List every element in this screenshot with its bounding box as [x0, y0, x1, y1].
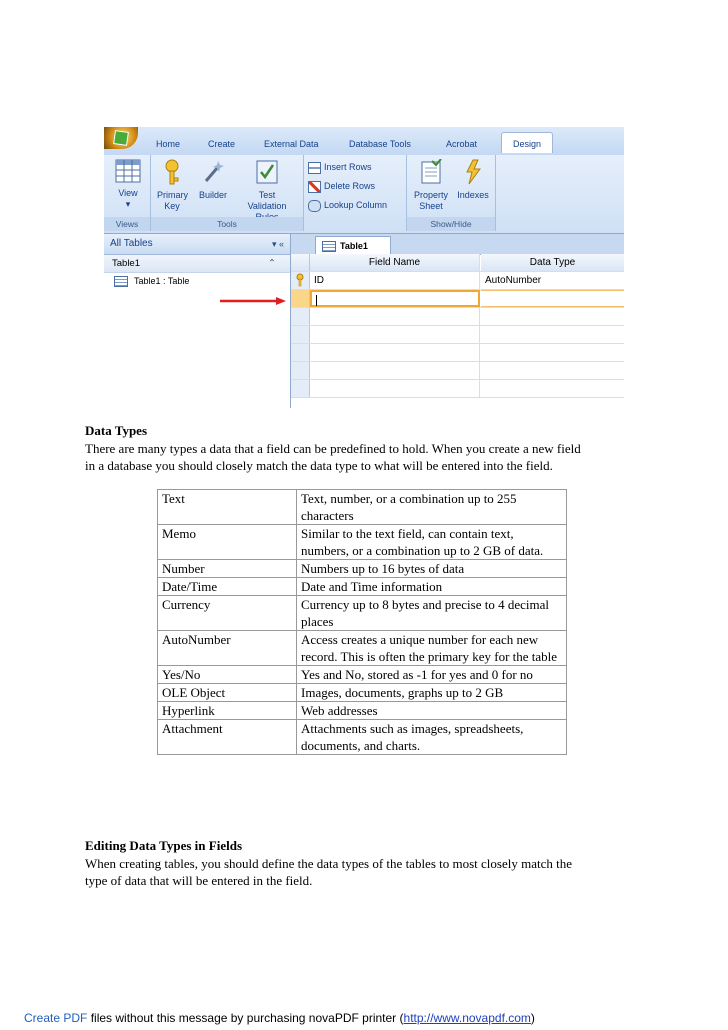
new-field-row[interactable]	[291, 290, 624, 308]
row-selector[interactable]	[291, 290, 310, 307]
delete-rows-label: Delete Rows	[324, 181, 376, 191]
field-name-header[interactable]: Field Name	[310, 254, 480, 271]
row-selector[interactable]	[291, 308, 310, 325]
property-sheet-icon	[419, 159, 443, 185]
showhide-group	[406, 155, 496, 231]
tab-acrobat[interactable]: Acrobat	[446, 139, 478, 149]
office-logo-icon	[113, 130, 129, 146]
data-types-table	[157, 489, 567, 755]
table-design-view	[291, 234, 624, 408]
table-row	[158, 578, 567, 596]
row-selector[interactable]	[291, 272, 310, 289]
lookup-column-button[interactable]	[308, 198, 387, 213]
table-icon	[114, 276, 128, 287]
tab-external-data[interactable]: External Data	[264, 139, 319, 149]
intro-line-1: There are many types a data that a field can be predefined to hold. When you create a new field	[85, 441, 581, 456]
primary-key-label: Primary Key	[157, 190, 188, 211]
table-row	[158, 490, 567, 525]
insert-rows-icon	[308, 162, 321, 174]
data-type-cell[interactable]	[481, 380, 624, 397]
data-type-description: Yes and No, stored as -1 for yes and 0 for no	[297, 666, 567, 684]
data-type-description: Attachments such as images, spreadsheets, documents, and charts.	[297, 720, 567, 755]
editing-data-types-heading: Editing Data Types in Fields	[85, 838, 242, 853]
data-types-intro	[85, 440, 645, 474]
footer-close: )	[530, 1011, 535, 1025]
data-type-name: Yes/No	[158, 666, 297, 684]
property-sheet-button[interactable]	[410, 159, 452, 212]
view-label: View	[118, 188, 138, 198]
document-tab-bar	[291, 234, 624, 255]
data-type-description: Web addresses	[297, 702, 567, 720]
field-name-cell[interactable]	[310, 380, 480, 397]
primary-key-icon	[293, 273, 307, 287]
table-row	[158, 666, 567, 684]
view-button[interactable]	[110, 159, 146, 210]
nav-pane-controls[interactable]: ▾ «	[271, 239, 284, 249]
table-row	[158, 525, 567, 560]
tools-group-label: Tools	[151, 217, 303, 231]
views-group	[104, 155, 151, 231]
field-name-cell[interactable]	[310, 344, 480, 361]
row-selector[interactable]	[291, 380, 310, 397]
test-validation-button[interactable]	[235, 159, 299, 223]
nav-pane-title: All Tables	[110, 238, 153, 249]
data-type-name: AutoNumber	[158, 631, 297, 666]
create-pdf-link[interactable]: Create PDF	[24, 1011, 88, 1025]
table-row[interactable]	[291, 326, 624, 344]
table-row	[158, 720, 567, 755]
tab-database-tools[interactable]: Database Tools	[349, 139, 411, 149]
data-type-description: Numbers up to 16 bytes of data	[297, 560, 567, 578]
primary-key-button[interactable]	[155, 159, 189, 212]
data-type-name: Attachment	[158, 720, 297, 755]
data-type-description: Images, documents, graphs up to 2 GB	[297, 684, 567, 702]
test-validation-label: Test Validation	[247, 190, 287, 211]
nav-group-label: Table1	[112, 258, 140, 269]
data-type-cell[interactable]	[481, 344, 624, 361]
tools-group	[151, 155, 304, 231]
data-type-name: Memo	[158, 525, 297, 560]
views-group-label: Views	[104, 217, 150, 231]
chevron-down-icon: ▾	[125, 199, 131, 209]
tab-create[interactable]: Create	[208, 139, 236, 149]
footer-text: files without this message by purchasing novaPDF printer (	[87, 1011, 404, 1025]
nav-pane-header[interactable]	[104, 234, 290, 255]
data-type-header[interactable]: Data Type	[481, 254, 624, 271]
data-type-cell[interactable]	[481, 326, 624, 343]
key-icon	[162, 159, 182, 185]
data-type-cell[interactable]	[481, 290, 624, 307]
table-row[interactable]	[291, 362, 624, 380]
table-row[interactable]	[291, 380, 624, 398]
row-selector[interactable]	[291, 326, 310, 343]
builder-label: Builder	[198, 190, 227, 200]
data-type-name: Number	[158, 560, 297, 578]
showhide-group-label: Show/Hide	[407, 217, 495, 231]
nav-group-table1[interactable]	[104, 255, 290, 273]
access-screenshot	[104, 127, 624, 408]
collapse-icon[interactable]: ⌃	[268, 258, 276, 269]
navigation-pane	[104, 234, 291, 408]
data-type-cell[interactable]	[481, 362, 624, 379]
document-tab-label: Table1	[340, 241, 368, 251]
table-row	[158, 684, 567, 702]
intro-line-2: in a database you should closely match the data type to what will be entered into the field.	[85, 458, 553, 473]
tab-home[interactable]: Home	[156, 139, 181, 149]
field-name-cell[interactable]: ID	[310, 272, 480, 289]
delete-rows-button[interactable]	[308, 179, 375, 194]
row-selector[interactable]	[291, 344, 310, 361]
datasheet-view-icon	[115, 159, 141, 183]
editing-line-1: When creating tables, you should define the data types of the tables to most closely match the	[85, 856, 572, 871]
document-tab-table1[interactable]	[315, 236, 391, 255]
novapdf-link[interactable]: http://www.novapdf.com	[403, 1011, 531, 1025]
insert-rows-label: Insert Rows	[324, 162, 372, 172]
ribbon	[104, 155, 624, 234]
indexes-icon	[461, 159, 485, 185]
nav-item-label: Table1 : Table	[134, 276, 190, 286]
validation-rules-icon	[255, 159, 279, 185]
data-type-cell[interactable]	[481, 308, 624, 325]
property-sheet-label: Property Sheet	[413, 190, 448, 211]
field-name-cell[interactable]	[310, 308, 480, 325]
data-type-cell[interactable]: AutoNumber	[485, 275, 542, 286]
field-name-cell[interactable]	[310, 362, 480, 379]
data-type-description: Access creates a unique number for each new record. This is often the primary key for the table	[297, 631, 567, 666]
data-type-name: OLE Object	[158, 684, 297, 702]
field-name-input[interactable]	[310, 290, 480, 307]
data-type-description: Date and Time information	[297, 578, 567, 596]
red-arrow-icon	[220, 297, 286, 305]
table-row[interactable]	[291, 308, 624, 326]
nav-item-table1[interactable]	[104, 273, 290, 289]
lookup-column-icon	[308, 200, 321, 212]
editing-data-types-text	[85, 855, 645, 889]
table-row	[158, 631, 567, 666]
data-type-description: Text, number, or a combination up to 255 characters	[297, 490, 567, 525]
table-row	[158, 702, 567, 720]
data-type-name: Currency	[158, 596, 297, 631]
select-all-corner[interactable]	[291, 254, 310, 271]
delete-rows-icon	[308, 181, 321, 193]
row-selector[interactable]	[291, 362, 310, 379]
table-icon	[322, 241, 336, 252]
pdf-footer	[24, 1011, 535, 1025]
insert-rows-button[interactable]	[308, 160, 372, 175]
data-type-description: Currency up to 8 bytes and precise to 4 decimal places	[297, 596, 567, 631]
wand-icon	[202, 159, 224, 185]
editing-line-2: type of data that will be entered in the field.	[85, 873, 313, 888]
indexes-button[interactable]	[454, 159, 492, 201]
builder-button[interactable]	[193, 159, 233, 201]
table-row	[158, 560, 567, 578]
data-types-heading: Data Types	[85, 423, 147, 438]
table-row[interactable]	[291, 344, 624, 362]
indexes-label: Indexes	[457, 190, 489, 200]
data-type-name: Date/Time	[158, 578, 297, 596]
lookup-column-label: Lookup Column	[324, 200, 388, 210]
table-row[interactable]	[291, 272, 624, 290]
data-type-description: Similar to the text field, can contain text, numbers, or a combination up to 2 GB of data.	[297, 525, 567, 560]
tab-design[interactable]: Design	[501, 132, 553, 153]
grid-header-row	[291, 254, 624, 272]
field-name-cell[interactable]	[310, 326, 480, 343]
table-row	[158, 596, 567, 631]
data-type-name: Hyperlink	[158, 702, 297, 720]
ribbon-tab-bar	[104, 127, 624, 156]
data-type-name: Text	[158, 490, 297, 525]
office-button[interactable]	[104, 127, 138, 149]
